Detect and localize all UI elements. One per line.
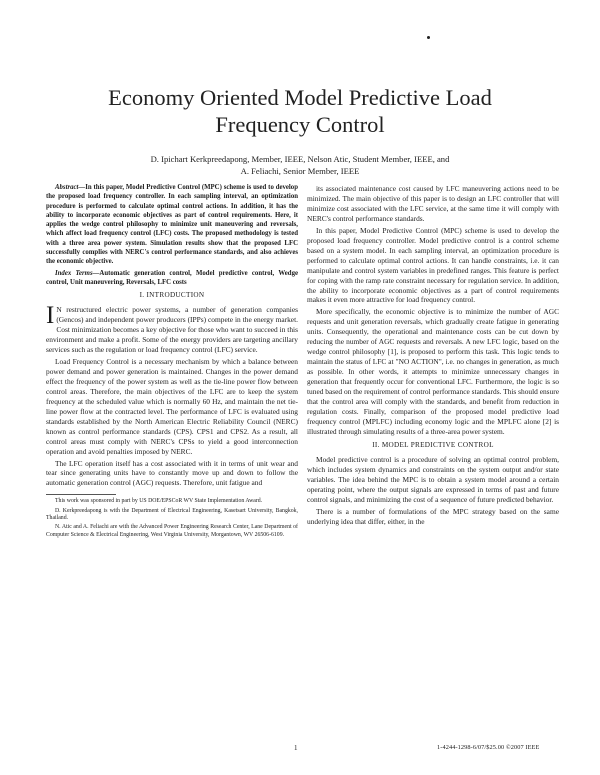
stray-dot	[427, 36, 430, 39]
abstract-text: In this paper, Model Predictive Control (MPC) scheme is used to develop the proposed load frequency controller. In each sampling interval, an optimization procedure is performed to calculate optimal control actions. In addition, it has the ability to incorporate economic objectives as part of control requirements. Here, it applies the wedge control philosophy to minimize unit maneuvering and reversals, which affect load frequency control (LFC) costs. The proposed methodology is tested with a three area power system. Simulation results show that the proposed LFC successfully complies with NERC's control performance standards, and also achieves the economic objective.	[46, 184, 298, 266]
index-terms-label: Index Terms	[55, 269, 93, 277]
left-column	[46, 183, 298, 541]
index-terms-text: Automatic generation control, Model predictive control, Wedge control, Unit maneuvering, Reversals, LFC costs	[46, 269, 298, 286]
right-column	[307, 184, 559, 528]
abstract-label: Abstract	[55, 184, 79, 191]
right-paragraph-5: There is a number of formulations of the MPC strategy based on the same underlying idea that differ, either, in the	[307, 506, 559, 526]
right-paragraph-1: its associated maintenance cost caused by LFC maneuvering actions need to be minimized. The main objective of this paper is to design an LFC controller that will minimize cost associated with the LFC service, at the same time it will comply with NERC's control performance standards.	[307, 184, 559, 223]
index-terms: Index Terms—Automatic generation control, Model predictive control, Wedge control, Unit maneuvering, Reversals, LFC costs	[46, 269, 298, 286]
title-line-1: Economy Oriented Model Predictive Load	[108, 85, 492, 110]
right-paragraph-2: In this paper, Model Predictive Control (MPC) scheme is used to develop the proposed load frequency controller. Model predictive control is a control scheme based on a system model. In each sampling interval, an optimization procedure is performed to calculate optimal control actions. It can handle constraints, i.e. it can manipulate and control system variables in predefined ranges. This feature is perfect for coping with the ramp rate constraint necessary for regulation service. In addition, the ability to incorporate economic objectives as a part of control requirements makes it even more attractive for load frequency control.	[307, 225, 559, 305]
footnote-rule	[46, 494, 116, 495]
title-line-2: Frequency Control	[215, 112, 385, 137]
authors-line-1: D. Ipichart Kerkpreedapong, Member, IEEE, Nelson Atic, Student Member, IEEE, and	[150, 154, 450, 164]
right-paragraph-4: Model predictive control is a procedure of solving an optimal control problem, which includes system dynamics and constraints on the system output and/or state variables. The idea behind the MPC is to obtain a system model around a certain operating point, where the output signals are expressed in terms of past and future control signals, and minimizing the cost of a sequence of future predicted behavior.	[307, 454, 559, 504]
intro-paragraph-1	[46, 302, 298, 355]
footnote-2: D. Kerkpreedapong is with the Department of Electrical Engineering, Kasetsart University, Bangkok, Thailand.	[46, 507, 298, 521]
section-1-heading: I. INTRODUCTION	[139, 291, 205, 300]
intro-paragraph-1-text: N restructured electric power systems, a number of generation companies (Gencos) and independent power producers (IPPs) compete in the energy market. Cost minimization becomes a key objective for those who want to succeed in this environment and make a profit. Some of the energy providers are targeting ancillary services such as the regulation or load frequency control (LFC) service.	[46, 305, 298, 355]
page-number: 1	[294, 744, 298, 752]
abstract: Abstract—In this paper, Model Predictive Control (MPC) scheme is used to develop the proposed load frequency controller. In each sampling interval, an optimization procedure is performed to calculate optimal control actions. In addition, it has the ability to incorporate economic objectives as part of control requirements. Here, it applies the wedge control philosophy to minimize unit maneuvering and reversals, which affect load frequency control (LFC) costs. The proposed methodology is tested with a three area power system. Simulation results show that the proposed LFC successfully complies with NERC's control performance standards, and also achieves the economic objective.	[46, 184, 298, 266]
authors-line-2: A. Feliachi, Senior Member, IEEE	[240, 165, 360, 176]
footnote-3: N. Atic and A. Feliachi are with the Advanced Power Engineering Research Center, Lane Department of Computer Science & Electrical Engineering, West Virginia University, Morgantown, WV 26506-6109.	[46, 524, 298, 538]
section-2-heading: II. MODEL PREDICTIVE CONTROL	[372, 440, 494, 449]
drop-cap: I	[46, 302, 55, 330]
intro-paragraph-3: The LFC operation itself has a cost associated with it in terms of unit wear and tear since generating units have to constantly move up and down to follow the automatic generation control (AGC) requests. Therefore, unit fatigue and	[46, 458, 298, 488]
intro-paragraph-2: Load Frequency Control is a necessary mechanism by which a balance between power demand and power generation is maintained. Changes in the power demand effect the frequency of the power system as well as the tie-line power flow between control areas. Therefore, the main objectives of the LFC are to keep the system frequency at the scheduled value which is normally 60 Hz, and maintain the net tie-line power flow at the contracted level. The performance of LFC is evaluated using standards established by the North American Electric Reliability Council (NERC) known as control performance standards (CPS). CPS1 and CPS2. As a result, all control areas must comply with NERC's CPSs to yield a good interconnection operation and avoid penalties imposed by NERC.	[46, 356, 298, 456]
copyright-notice: 1-4244-1298-6/07/$25.00 ©2007 IEEE	[437, 744, 540, 751]
footnote-1: This work was sponsored in part by US DOE/EPSCoR WV State Implementation Award.	[55, 498, 263, 505]
right-paragraph-3: More specifically, the economic objective is to minimize the number of AGC requests and unit generation reversals, which gradually create fatigue in generating units. Consequently, the operational and maintenance costs can be cut down by reducing the number of AGC requests and reversals. A new LFC logic, based on the wedge control philosophy [1], is proposed to perform this task. This logic tends to maintain the status of LFC at "NO ACTION", i.e. no changes in generation, as much as possible. In other words, it attempts to minimize unnecessary changes in generation that frequently occur for conventional LFC. Furthermore, the logic is so tuned based on the requirement of control performance standards. This should ensure that the control area will comply with the standards, and benefit from reduction in regulation costs. Finally, comparison of the proposed model predictive load frequency control (MPLFC) including economy logic and the MPLFC alone [2] is illustrated through simulating results of a three-area power system.	[307, 307, 559, 436]
paper-title	[40, 84, 560, 138]
author-block	[60, 154, 540, 177]
